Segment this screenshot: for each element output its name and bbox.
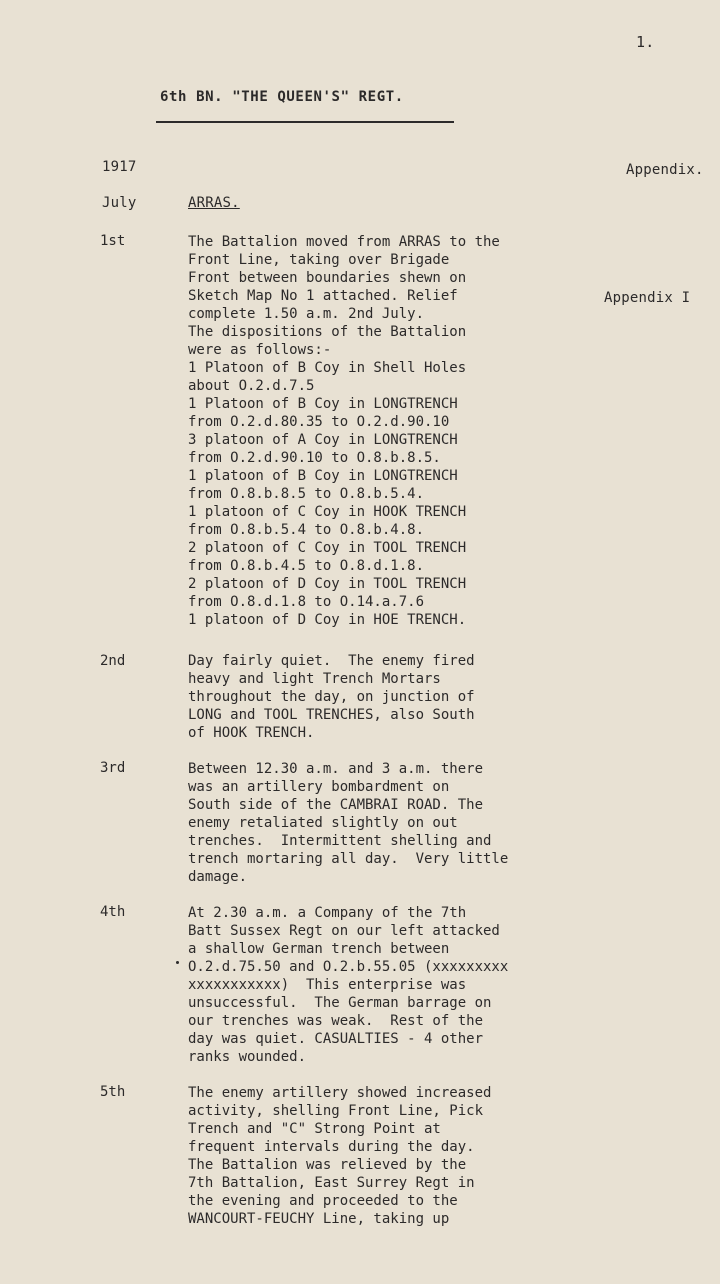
margin-mark bbox=[176, 961, 179, 964]
entry-line: from O.2.d.90.10 to O.8.b.8.5. bbox=[188, 450, 441, 466]
entry-line: from O.8.b.5.4 to O.8.b.4.8. bbox=[188, 522, 425, 538]
entry-line: trench mortaring all day. Very little bbox=[188, 851, 509, 867]
entry-line: The dispositions of the Battalion bbox=[188, 324, 467, 340]
entry-line: Trench and "C" Strong Point at bbox=[188, 1121, 441, 1137]
entry-body-5th bbox=[188, 1084, 491, 1228]
entry-line: Front Line, taking over Brigade bbox=[188, 252, 450, 268]
entry-line: complete 1.50 a.m. 2nd July. bbox=[188, 306, 425, 322]
entry-line: 1 platoon of C Coy in HOOK TRENCH bbox=[188, 504, 467, 520]
entry-line: 3 platoon of A Coy in LONGTRENCH bbox=[188, 432, 458, 448]
entry-line: a shallow German trench between bbox=[188, 941, 450, 957]
entry-line: The Battalion was relieved by the bbox=[188, 1157, 467, 1173]
entry-line: from O.8.d.1.8 to O.14.a.7.6 bbox=[188, 594, 425, 610]
entry-line: The Battalion moved from ARRAS to the bbox=[188, 234, 500, 250]
entry-line: ranks wounded. bbox=[188, 1049, 307, 1065]
entry-line: Between 12.30 a.m. and 3 a.m. there bbox=[188, 761, 484, 777]
entry-line: from O.8.b.4.5 to O.8.d.1.8. bbox=[188, 558, 425, 574]
entry-line: frequent intervals during the day. bbox=[188, 1139, 475, 1155]
entry-line: South side of the CAMBRAI ROAD. The bbox=[188, 797, 484, 813]
entry-line: heavy and light Trench Mortars bbox=[188, 671, 441, 687]
entry-body-1st bbox=[188, 233, 500, 629]
entry-line: Sketch Map No 1 attached. Relief bbox=[188, 288, 458, 304]
entry-line: were as follows:- bbox=[188, 342, 332, 358]
entry-line: LONG and TOOL TRENCHES, also South bbox=[188, 707, 475, 723]
entry-line: 7th Battalion, East Surrey Regt in bbox=[188, 1175, 475, 1191]
entry-line: about O.2.d.7.5 bbox=[188, 378, 315, 394]
entry-line: 1 Platoon of B Coy in Shell Holes bbox=[188, 360, 467, 376]
entry-line: The enemy artillery showed increased bbox=[188, 1085, 492, 1101]
entry-line: day was quiet. CASUALTIES - 4 other bbox=[188, 1031, 484, 1047]
entry-body-3rd bbox=[188, 760, 508, 886]
entry-line: our trenches was weak. Rest of the bbox=[188, 1013, 484, 1029]
entry-line: 1 platoon of D Coy in HOE TRENCH. bbox=[188, 612, 467, 628]
entry-date-2nd: 2nd bbox=[100, 653, 126, 669]
entry-line: Front between boundaries shewn on bbox=[188, 270, 467, 286]
entry-line: 1 Platoon of B Coy in LONGTRENCH bbox=[188, 396, 458, 412]
entry-line: from O.2.d.80.35 to O.2.d.90.10 bbox=[188, 414, 450, 430]
entry-line: Batt Sussex Regt on our left attacked bbox=[188, 923, 500, 939]
entry-body-4th bbox=[188, 904, 508, 1066]
entry-line: xxxxxxxxxxx) This enterprise was bbox=[188, 977, 467, 993]
month-label: July bbox=[102, 195, 137, 211]
entry-line: At 2.30 a.m. a Company of the 7th bbox=[188, 905, 467, 921]
location-label: ARRAS. bbox=[188, 195, 240, 211]
entry-line: WANCOURT-FEUCHY Line, taking up bbox=[188, 1211, 450, 1227]
entry-line: activity, shelling Front Line, Pick bbox=[188, 1103, 484, 1119]
entry-line: 2 platoon of C Coy in TOOL TRENCH bbox=[188, 540, 467, 556]
entry-date-3rd: 3rd bbox=[100, 760, 126, 776]
entry-line: from O.8.b.8.5 to O.8.b.5.4. bbox=[188, 486, 425, 502]
entry-body-2nd bbox=[188, 652, 475, 742]
entry-line: was an artillery bombardment on bbox=[188, 779, 450, 795]
entry-line: unsuccessful. The German barrage on bbox=[188, 995, 492, 1011]
entry-date-5th: 5th bbox=[100, 1084, 126, 1100]
entry-appendix-1st: Appendix I bbox=[604, 290, 691, 306]
entry-line: trenches. Intermittent shelling and bbox=[188, 833, 492, 849]
entry-line: 1 platoon of B Coy in LONGTRENCH bbox=[188, 468, 458, 484]
entry-date-1st: 1st bbox=[100, 233, 126, 249]
entry-date-4th: 4th bbox=[100, 904, 126, 920]
entry-line: the evening and proceeded to the bbox=[188, 1193, 458, 1209]
heading-underline bbox=[156, 121, 454, 123]
entry-line: O.2.d.75.50 and O.2.b.55.05 (xxxxxxxxx bbox=[188, 959, 509, 975]
entry-line: damage. bbox=[188, 869, 248, 885]
document-heading: 6th BN. "THE QUEEN'S" REGT. bbox=[160, 89, 404, 105]
entry-line: 2 platoon of D Coy in TOOL TRENCH bbox=[188, 576, 467, 592]
entry-line: of HOOK TRENCH. bbox=[188, 725, 315, 741]
entry-line: throughout the day, on junction of bbox=[188, 689, 475, 705]
page-number: 1. bbox=[636, 33, 655, 51]
entry-line: enemy retaliated slightly on out bbox=[188, 815, 458, 831]
entry-line: Day fairly quiet. The enemy fired bbox=[188, 653, 475, 669]
appendix-column-header: Appendix. bbox=[626, 162, 704, 178]
year-label: 1917 bbox=[102, 159, 137, 175]
